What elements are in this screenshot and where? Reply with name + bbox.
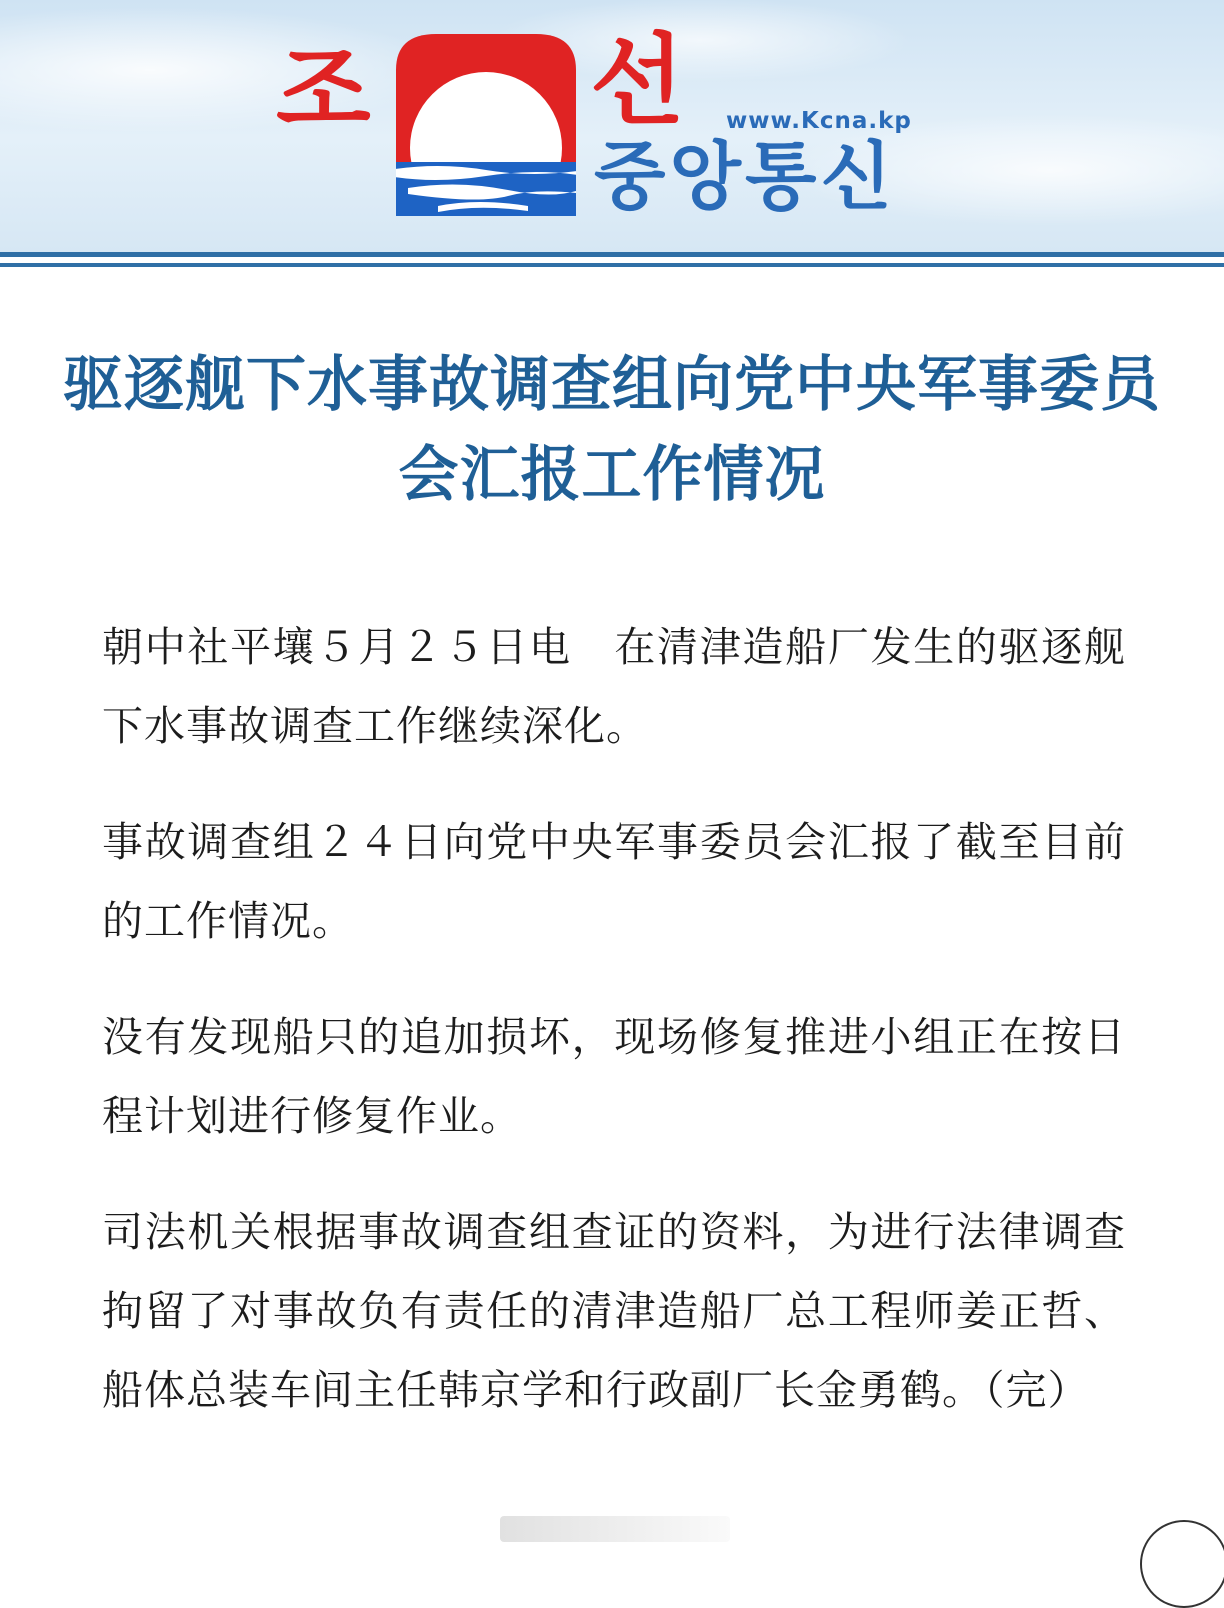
floating-button[interactable]	[1140, 1520, 1224, 1608]
kcna-banner	[0, 0, 1224, 252]
kcna-emblem-icon	[388, 30, 584, 226]
banner-rule-bottom	[0, 263, 1224, 267]
logo-subtitle: 중앙통신	[594, 134, 896, 220]
banner-rule-top	[0, 252, 1224, 257]
article-paragraph: 司法机关根据事故调查组查证的资料，为进行法律调查拘留了对事故负有责任的清津造船厂总工程师姜正哲、船体总装车间主任韩京学和行政副厂长金勇鹤。（完）	[102, 1208, 1126, 1414]
article-paragraph: 没有发现船只的追加损坏，现场修复推进小组正在按日程计划进行修复作业。	[102, 1013, 1126, 1140]
logo-text-right: 선	[590, 24, 685, 138]
article-paragraph: 事故调查组２４日向党中央军事委员会汇报了截至目前的工作情况。	[102, 818, 1126, 945]
watermark	[500, 1516, 730, 1542]
website-url: www.Kcna.kp	[726, 108, 912, 134]
article-headline: 驱逐舰下水事故调查组向党中央军事委员会汇报工作情况	[63, 350, 1161, 510]
article-paragraph: 朝中社平壤５月２５日电 在清津造船厂发生的驱逐舰下水事故调查工作继续深化。	[102, 623, 1126, 750]
article-body	[102, 608, 1126, 1467]
logo-text-left: 조	[276, 34, 371, 148]
